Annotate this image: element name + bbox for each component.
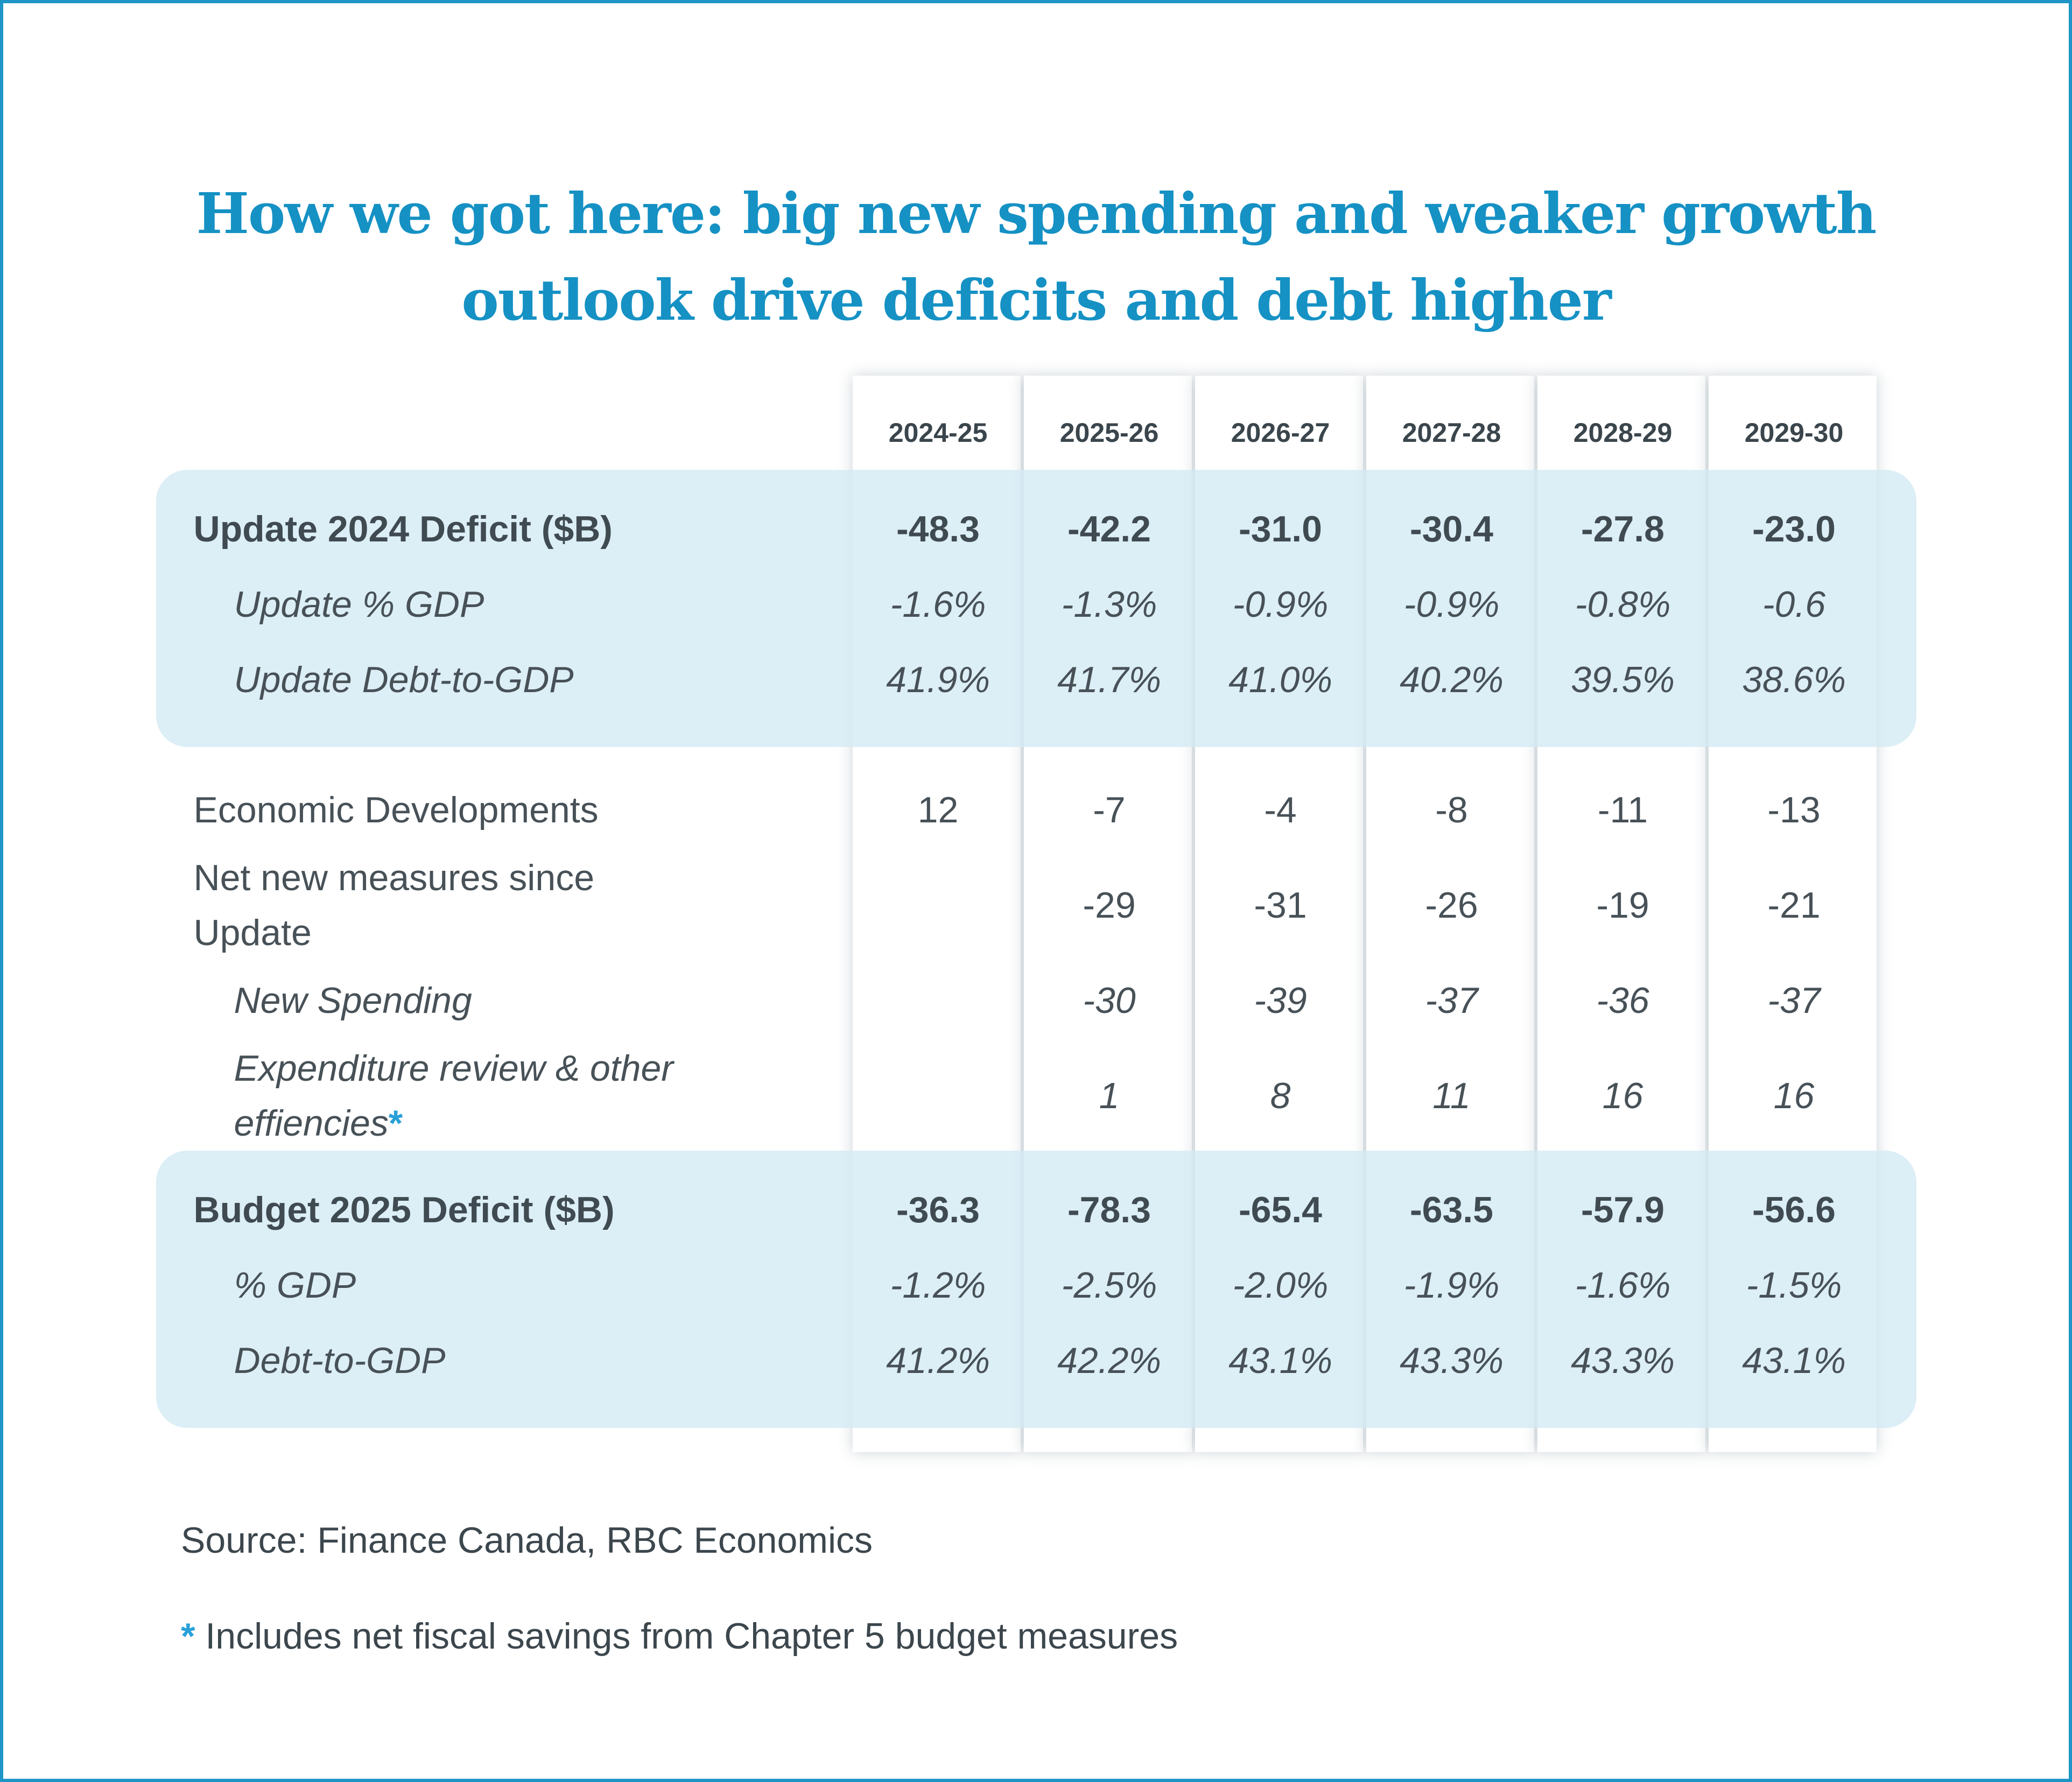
row-label: % GDP (234, 1265, 356, 1306)
value-cell: -2.0% (1232, 1265, 1329, 1306)
value-cell: -0.6 (1762, 584, 1826, 625)
value-cell: -26 (1425, 885, 1478, 926)
table-row (156, 491, 1916, 567)
row-label: Update Debt-to-GDP (234, 659, 574, 701)
value-cell: -57.9 (1581, 1189, 1664, 1231)
value-cell: -36.3 (896, 1189, 980, 1231)
value-cell: -37 (1767, 980, 1821, 1022)
value-cell: -31.0 (1239, 509, 1322, 550)
year-column-header: 2026-27 (1231, 418, 1330, 448)
value-cell: -31 (1254, 885, 1307, 926)
row-label: Net new measures since Update (193, 857, 595, 954)
row-label: Budget 2025 Deficit ($B) (193, 1189, 615, 1231)
value-cell: -0.9% (1232, 584, 1329, 625)
value-cell: -1.9% (1403, 1265, 1500, 1306)
value-cell: -13 (1767, 790, 1821, 831)
value-cell: -11 (1597, 790, 1648, 831)
value-cell: -2.5% (1061, 1265, 1157, 1306)
table-row (156, 850, 1916, 960)
value-cell: -63.5 (1410, 1189, 1493, 1231)
year-column-header: 2025-26 (1059, 418, 1159, 448)
value-cell: -30.4 (1410, 509, 1493, 550)
table-groups (156, 470, 1916, 1428)
deficit-table (156, 376, 1916, 1428)
value-cell: -1.3% (1061, 584, 1157, 625)
value-cell: -48.3 (896, 509, 980, 550)
row-label: Debt-to-GDP (234, 1340, 446, 1382)
year-column-header: 2029-30 (1744, 418, 1844, 448)
table-row (156, 1041, 1916, 1151)
row-label: Update % GDP (234, 584, 484, 625)
table-row (156, 1248, 1916, 1323)
year-column-header: 2024-25 (888, 418, 988, 448)
value-cell: 41.9% (886, 659, 990, 701)
year-column-header: 2028-29 (1573, 418, 1673, 448)
value-cell: 43.3% (1400, 1340, 1504, 1382)
value-cell: 43.1% (1742, 1340, 1846, 1382)
value-cell: 38.6% (1742, 659, 1846, 701)
value-cell: 41.0% (1228, 659, 1332, 701)
table-row (156, 770, 1916, 850)
value-cell: -19 (1596, 885, 1649, 926)
value-cell: -0.8% (1575, 584, 1671, 625)
page-title: How we got here: big new spending and weaker growth outlook drive deficits and debt higher (196, 180, 1876, 334)
table-row (156, 1323, 1916, 1398)
value-cell: 1 (1099, 1075, 1120, 1117)
row-label: New Spending (234, 980, 472, 1022)
value-cell: -23.0 (1752, 509, 1836, 550)
table-row (156, 642, 1916, 717)
row-label: Expenditure review & other effiencies* (234, 1048, 673, 1144)
highlight-band-group (156, 1151, 1916, 1428)
value-cell: 8 (1270, 1075, 1291, 1117)
value-cell: 39.5% (1571, 659, 1675, 701)
value-cell: -65.4 (1239, 1189, 1322, 1231)
border-accent-bottom (0, 1779, 840, 1782)
label-asterisk: * (388, 1103, 403, 1144)
table-row (156, 567, 1916, 642)
value-cell: -56.6 (1752, 1189, 1836, 1231)
value-cell: -27.8 (1581, 509, 1664, 550)
value-cell: -0.9% (1403, 584, 1500, 625)
row-group (156, 770, 1916, 1151)
value-cell: 16 (1773, 1075, 1815, 1117)
value-cell: -39 (1254, 980, 1307, 1022)
value-cell: -8 (1435, 790, 1468, 831)
value-cell: -1.6% (890, 584, 986, 625)
footnote-asterisk: * (181, 1616, 195, 1657)
value-cell: 11 (1432, 1075, 1471, 1117)
value-cell: -4 (1264, 790, 1297, 831)
value-cell: -37 (1425, 980, 1478, 1022)
value-cell: 41.7% (1057, 659, 1161, 701)
row-label: Update 2024 Deficit ($B) (193, 509, 613, 550)
value-cell: -29 (1083, 885, 1136, 926)
year-column-header: 2027-28 (1402, 418, 1501, 448)
border-accent-top (1448, 0, 2072, 3)
value-cell: 42.2% (1057, 1340, 1161, 1382)
value-cell: -21 (1767, 885, 1821, 926)
value-cell: 41.2% (886, 1340, 990, 1382)
value-cell: -1.2% (890, 1265, 986, 1306)
value-cell: 40.2% (1400, 659, 1504, 701)
footnote-text: Includes net fiscal savings from Chapter 5 budget measures (195, 1616, 1178, 1657)
year-header-row (156, 376, 1916, 470)
value-cell: 16 (1602, 1075, 1643, 1117)
value-cell: -78.3 (1067, 1189, 1151, 1231)
source-text: Source: Finance Canada, RBC Economics (181, 1520, 873, 1561)
value-cell: -1.6% (1575, 1265, 1671, 1306)
value-cell: -30 (1083, 980, 1136, 1022)
row-label: Economic Developments (193, 790, 599, 831)
table-row (156, 1172, 1916, 1248)
highlight-band-group (156, 470, 1916, 747)
value-cell: -7 (1093, 790, 1126, 831)
value-cell: -36 (1596, 980, 1649, 1022)
value-cell: -42.2 (1067, 509, 1151, 550)
footnote (181, 1615, 2069, 1657)
table-row (156, 960, 1916, 1041)
value-cell: 43.3% (1571, 1340, 1675, 1382)
value-cell: 12 (917, 790, 959, 831)
value-cell: -1.5% (1746, 1265, 1842, 1306)
value-cell: 43.1% (1228, 1340, 1332, 1382)
